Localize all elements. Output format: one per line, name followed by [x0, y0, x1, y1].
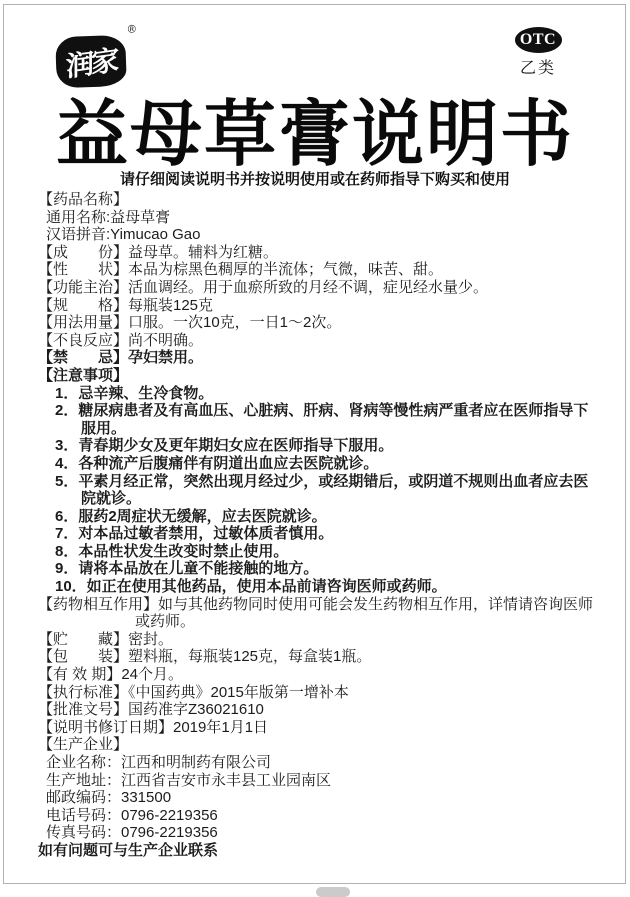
scroll-handle[interactable] [316, 887, 350, 897]
doc-line: 【规 格】每瓶装125克 [38, 296, 214, 314]
otc-class-label: 乙类 [519, 60, 556, 77]
doc-line: 【有 效 期】24个月。 [38, 666, 184, 684]
doc-line: 9．请将本品放在儿童不能接触的地方。 [55, 560, 319, 578]
doc-line: 通用名称:益母草膏 [46, 208, 171, 226]
doc-line: 【禁 忌】孕妇禁用。 [38, 349, 204, 367]
doc-line: 传真号码：0796-2219356 [46, 824, 218, 842]
doc-line: 6．服药2周症状无缓解，应去医院就诊。 [55, 507, 327, 525]
otc-badge: OTC [515, 27, 562, 53]
doc-line: 5．平素月经正常，突然出现月经过少，或经期错后，或阴道不规则出血者应去医院就诊。 [55, 472, 589, 508]
doc-line: 企业名称：江西和明制药有限公司 [46, 754, 272, 771]
doc-line: 【不良反应】尚不明确。 [38, 331, 204, 349]
doc-line: 【执行标准】《中国药典》2015年版第一增补本 [38, 683, 349, 701]
doc-line: 1．忌辛辣、生冷食物。 [55, 384, 214, 402]
registered-trademark-icon: ® [127, 23, 137, 36]
doc-line: 【注意事项】 [38, 366, 129, 384]
doc-line: 10．如正在使用其他药品，使用本品前请咨询医师或药师。 [55, 578, 447, 596]
doc-line: 【批准文号】国药准字Z36021610 [38, 701, 264, 719]
doc-line: 【性 状】本品为棕黑色稠厚的半流体；气微，味苦、甜。 [38, 261, 444, 279]
doc-line: 2．糖尿病患者及有高血压、心脏病、肝病、肾病等慢性病严重者应在医师指导下服用。 [55, 402, 589, 437]
doc-line: 邮政编码：331500 [46, 789, 172, 807]
doc-line: 【成 份】益母草。辅料为红糖。 [38, 243, 279, 261]
doc-line: 3．青春期少女及更年期妇女应在医师指导下服用。 [55, 437, 394, 455]
doc-line: 【功能主治】活血调经。用于血瘀所致的月经不调，症见经水量少。 [38, 278, 489, 296]
doc-line: 【药品名称】 [38, 191, 129, 208]
document-body [38, 191, 595, 860]
doc-line: 生产地址：江西省吉安市永丰县工业园南区 [46, 771, 332, 789]
logo-text: 润家 [65, 44, 117, 82]
otc-badge-group [507, 27, 569, 78]
doc-line: 【药物相互作用】如与其他药物同时使用可能会发生药物相互作用，详情请咨询医师或药师。 [38, 595, 594, 631]
doc-line: 【用法用量】口服。一次10克，一日1～2次。 [38, 314, 342, 332]
doc-line: 【说明书修订日期】2019年1月1日 [38, 718, 269, 736]
doc-line: 汉语拼音:Yimucao Gao [46, 226, 201, 244]
doc-line: 电话号码：0796-2219356 [46, 806, 218, 824]
leaflet-title: 益母草膏说明书 [55, 95, 574, 175]
doc-line: 如有问题可与生产企业联系 [38, 841, 219, 859]
doc-line: 8．本品性状发生改变时禁止使用。 [55, 542, 289, 560]
leaflet-subtitle: 请仔细阅读说明书并按说明使用或在药师指导下购买和使用 [119, 171, 510, 188]
doc-line: 7．对本品过敏者禁用，过敏体质者慎用。 [55, 525, 334, 543]
doc-line: 4．各种流产后腹痛伴有阴道出血应去医院就诊。 [55, 454, 379, 472]
doc-line: 【包 装】塑料瓶，每瓶装125克，每盒装1瓶。 [38, 648, 372, 666]
doc-line: 【贮 藏】密封。 [38, 630, 174, 648]
doc-line: 【生产企业】 [38, 736, 129, 754]
